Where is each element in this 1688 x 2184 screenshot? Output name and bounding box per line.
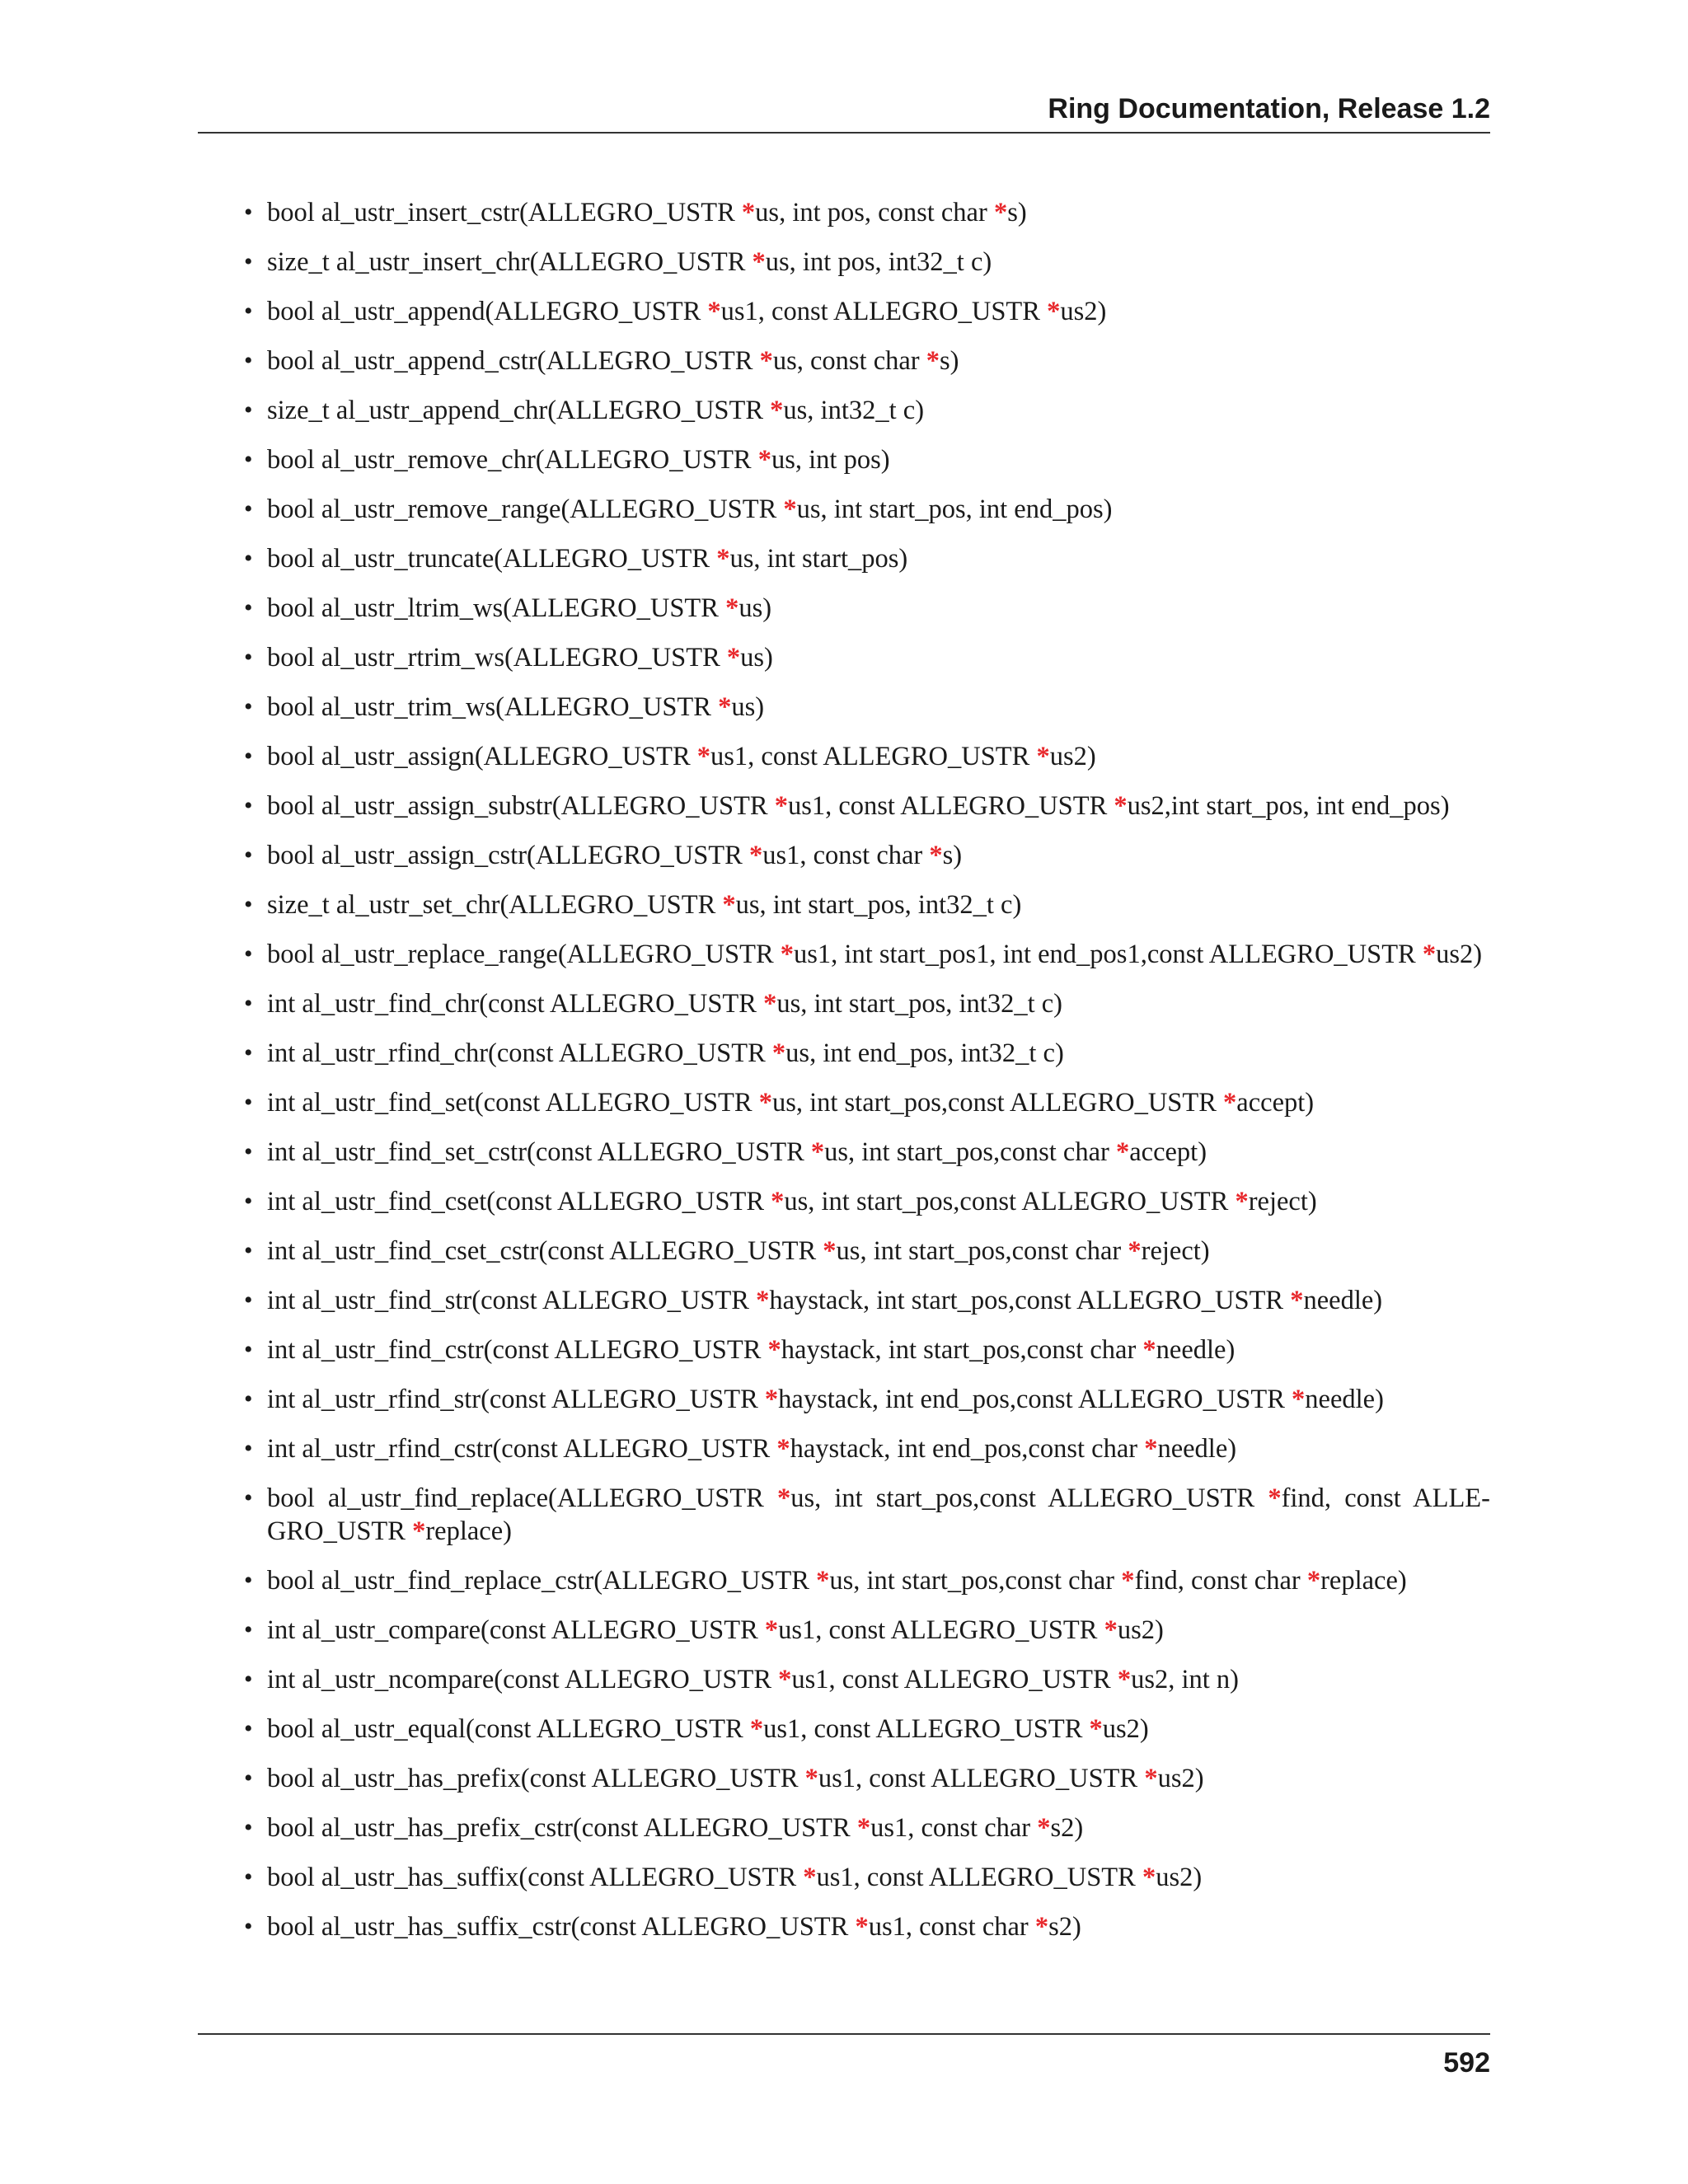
function-signature: int al_ustr_rfind_cstr(const ALLEGRO_USTR *haystack, int end_pos,const char *needle) xyxy=(267,1434,1237,1464)
list-item xyxy=(244,1713,1490,1746)
bullet-icon: • xyxy=(244,1336,253,1363)
list-item xyxy=(244,1185,1490,1218)
bullet-icon: • xyxy=(244,743,253,770)
bullet-icon: • xyxy=(244,1089,253,1116)
list-item xyxy=(244,641,1490,674)
function-signature: bool al_ustr_has_suffix(const ALLEGRO_USTR *us1, const ALLEGRO_USTR *us2) xyxy=(267,1863,1203,1892)
function-signature: bool al_ustr_has_prefix_cstr(const ALLEGRO_USTR *us1, const char *s2) xyxy=(267,1813,1084,1843)
list-item xyxy=(244,1910,1490,1943)
bullet-icon: • xyxy=(244,1286,253,1314)
bullet-icon: • xyxy=(244,1188,253,1215)
bullet-icon: • xyxy=(244,990,253,1017)
list-item xyxy=(244,1663,1490,1696)
list-item xyxy=(244,493,1490,526)
bullet-icon: • xyxy=(244,1138,253,1165)
function-signature: int al_ustr_find_cset(const ALLEGRO_USTR *us, int start_pos,const ALLEGRO_USTR *reject) xyxy=(267,1187,1317,1216)
bullet-icon: • xyxy=(244,693,253,720)
bullet-icon: • xyxy=(244,545,253,572)
list-item xyxy=(244,1762,1490,1795)
bullet-icon: • xyxy=(244,396,253,424)
list-item xyxy=(244,1432,1490,1465)
bullet-icon: • xyxy=(244,1567,253,1594)
list-item xyxy=(244,592,1490,625)
list-item xyxy=(244,344,1490,377)
function-signature: bool al_ustr_has_suffix_cstr(const ALLEGRO_USTR *us1, const char *s2) xyxy=(267,1912,1081,1942)
list-item xyxy=(244,1482,1490,1548)
function-signature: size_t al_ustr_append_chr(ALLEGRO_USTR *us, int32_t c) xyxy=(267,396,925,425)
function-signature: int al_ustr_find_chr(const ALLEGRO_USTR *us, int start_pos, int32_t c) xyxy=(267,989,1062,1019)
page-footer xyxy=(198,2033,1490,2079)
function-signature: size_t al_ustr_set_chr(ALLEGRO_USTR *us, int start_pos, int32_t c) xyxy=(267,890,1022,920)
list-item xyxy=(244,1235,1490,1268)
bullet-icon: • xyxy=(244,1666,253,1693)
list-item xyxy=(244,542,1490,575)
bullet-icon: • xyxy=(244,199,253,226)
list-item xyxy=(244,1037,1490,1070)
function-signature: int al_ustr_find_str(const ALLEGRO_USTR *haystack, int start_pos,const ALLEGRO_USTR *needle) xyxy=(267,1286,1383,1315)
function-signature: bool al_ustr_ltrim_ws(ALLEGRO_USTR *us) xyxy=(267,593,772,623)
function-signature: bool al_ustr_assign_cstr(ALLEGRO_USTR *us1, const char *s) xyxy=(267,841,963,870)
function-signature: int al_ustr_rfind_chr(const ALLEGRO_USTR *us, int end_pos, int32_t c) xyxy=(267,1038,1064,1068)
bullet-icon: • xyxy=(244,940,253,968)
bullet-icon: • xyxy=(244,1814,253,1841)
function-signature: bool al_ustr_append_cstr(ALLEGRO_USTR *us, const char *s) xyxy=(267,346,959,376)
list-item xyxy=(244,1861,1490,1894)
function-signature: bool al_ustr_replace_range(ALLEGRO_USTR *us1, int start_pos1, int end_pos1,const ALLEGRO_USTR *us2) xyxy=(267,940,1483,969)
bullet-icon: • xyxy=(244,495,253,523)
function-signature: bool al_ustr_append(ALLEGRO_USTR *us1, const ALLEGRO_USTR *us2) xyxy=(267,297,1107,326)
bullet-icon: • xyxy=(244,446,253,473)
function-signature: size_t al_ustr_insert_chr(ALLEGRO_USTR *us, int pos, int32_t c) xyxy=(267,247,992,277)
list-item xyxy=(244,246,1490,279)
bullet-icon: • xyxy=(244,1039,253,1066)
function-signature: int al_ustr_ncompare(const ALLEGRO_USTR *us1, const ALLEGRO_USTR *us2, int n) xyxy=(267,1665,1239,1694)
function-list xyxy=(244,196,1490,1943)
list-item xyxy=(244,1383,1490,1416)
list-item xyxy=(244,1136,1490,1169)
function-signature: int al_ustr_find_cstr(const ALLEGRO_USTR *haystack, int start_pos,const char *needle) xyxy=(267,1335,1236,1365)
list-item xyxy=(244,1333,1490,1366)
bullet-icon: • xyxy=(244,1237,253,1264)
list-item xyxy=(244,790,1490,823)
list-item xyxy=(244,1086,1490,1119)
list-item xyxy=(244,839,1490,872)
function-signature: int al_ustr_find_cset_cstr(const ALLEGRO_USTR *us, int start_pos,const char *reject) xyxy=(267,1236,1210,1266)
bullet-icon: • xyxy=(244,891,253,918)
function-signature: bool al_ustr_assign(ALLEGRO_USTR *us1, const ALLEGRO_USTR *us2) xyxy=(267,742,1096,771)
function-signature: bool al_ustr_truncate(ALLEGRO_USTR *us, int start_pos) xyxy=(267,544,908,574)
bullet-icon: • xyxy=(244,792,253,819)
page-content xyxy=(244,196,1490,1960)
list-item xyxy=(244,987,1490,1020)
bullet-icon: • xyxy=(244,298,253,325)
page-header xyxy=(198,92,1490,134)
function-signature: int al_ustr_find_set(const ALLEGRO_USTR *us, int start_pos,const ALLEGRO_USTR *accept) xyxy=(267,1088,1315,1118)
bullet-icon: • xyxy=(244,1435,253,1462)
list-item xyxy=(244,295,1490,328)
function-signature: int al_ustr_compare(const ALLEGRO_USTR *us1, const ALLEGRO_USTR *us2) xyxy=(267,1615,1164,1645)
list-item xyxy=(244,196,1490,229)
bullet-icon: • xyxy=(244,1765,253,1792)
list-item xyxy=(244,1284,1490,1317)
function-signature: bool al_ustr_trim_ws(ALLEGRO_USTR *us) xyxy=(267,692,765,722)
function-signature: bool al_ustr_has_prefix(const ALLEGRO_USTR *us1, const ALLEGRO_USTR *us2) xyxy=(267,1764,1204,1793)
function-signature: bool al_ustr_rtrim_ws(ALLEGRO_USTR *us) xyxy=(267,643,773,673)
function-signature: bool al_ustr_remove_chr(ALLEGRO_USTR *us, int pos) xyxy=(267,445,890,475)
function-signature: bool al_ustr_insert_cstr(ALLEGRO_USTR *us, int pos, const char *s) xyxy=(267,198,1027,227)
list-item xyxy=(244,1811,1490,1844)
page-number: 592 xyxy=(1443,2047,1490,2079)
bullet-icon: • xyxy=(244,1385,253,1413)
bullet-icon: • xyxy=(244,1863,253,1891)
bullet-icon: • xyxy=(244,248,253,275)
bullet-icon: • xyxy=(244,1484,253,1511)
list-item xyxy=(244,740,1490,773)
function-signature: bool al_ustr_equal(const ALLEGRO_USTR *us1, const ALLEGRO_USTR *us2) xyxy=(267,1714,1149,1744)
function-signature: bool al_ustr_assign_substr(ALLEGRO_USTR *us1, const ALLEGRO_USTR *us2,int start_pos, int end_pos) xyxy=(267,791,1450,821)
bullet-icon: • xyxy=(244,644,253,671)
bullet-icon: • xyxy=(244,1616,253,1643)
list-item xyxy=(244,394,1490,427)
bullet-icon: • xyxy=(244,347,253,374)
function-signature: bool al_ustr_find_replace_cstr(ALLEGRO_USTR *us, int start_pos,const char *find, const char *replace) xyxy=(267,1566,1407,1596)
list-item xyxy=(244,691,1490,724)
bullet-icon: • xyxy=(244,594,253,621)
list-item xyxy=(244,1614,1490,1647)
list-item xyxy=(244,938,1490,971)
list-item xyxy=(244,1564,1490,1597)
function-signature: bool al_ustr_remove_range(ALLEGRO_USTR *us, int start_pos, int end_pos) xyxy=(267,494,1113,524)
bullet-icon: • xyxy=(244,1715,253,1742)
function-signature: bool al_ustr_find_replace(ALLEGRO_USTR *us, int start_pos,const ALLEGRO_USTR *find, const ALLEGRO_USTR *replace) xyxy=(267,1483,1490,1546)
document-title: Ring Documentation, Release 1.2 xyxy=(1048,93,1490,124)
function-signature: int al_ustr_find_set_cstr(const ALLEGRO_USTR *us, int start_pos,const char *accept) xyxy=(267,1137,1207,1167)
bullet-icon: • xyxy=(244,1913,253,1940)
list-item xyxy=(244,443,1490,476)
list-item xyxy=(244,888,1490,921)
function-signature: int al_ustr_rfind_str(const ALLEGRO_USTR *haystack, int end_pos,const ALLEGRO_USTR *needle) xyxy=(267,1385,1384,1414)
bullet-icon: • xyxy=(244,841,253,869)
